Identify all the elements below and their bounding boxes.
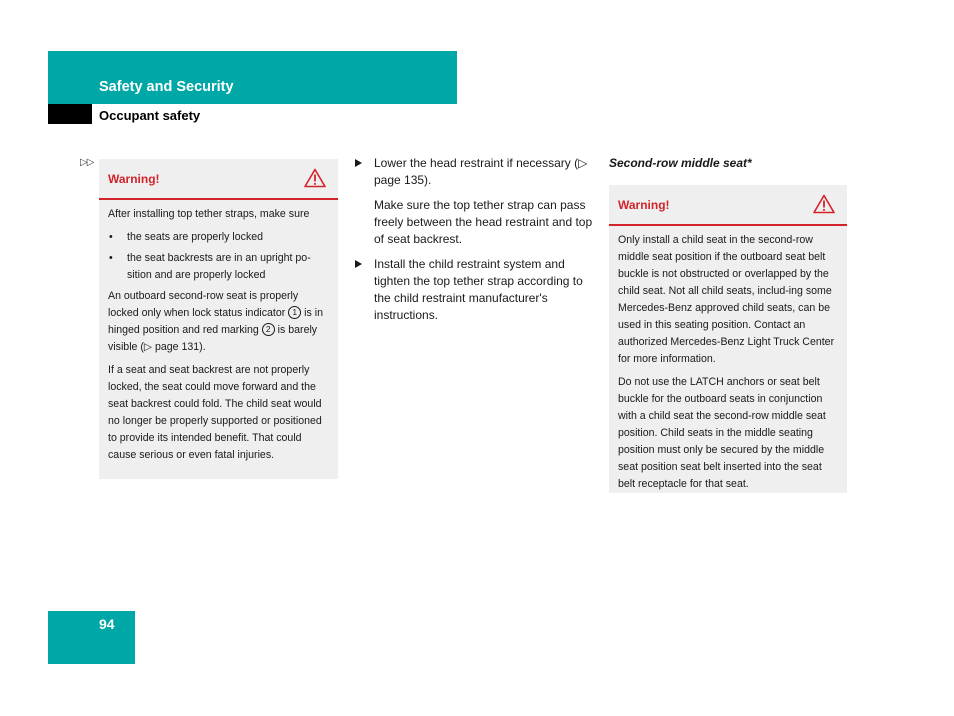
paragraph-text: An outboard second-row seat is properly locked only when lock status indicator (108, 290, 299, 319)
warning-triangle-icon (813, 194, 835, 214)
warning-paragraph: Do not use the LATCH anchors or seat belt buckle for the outboard seats in conjunction with a child seat the second-row middle seat position. Child seats in the middle seating position must only be secured by the middle seat position seat belt inserted into the seat belt receptacle for that seat. (618, 376, 826, 490)
bullet-dot-icon: • (109, 231, 113, 243)
middle-seat-heading: Second-row middle seat* (609, 156, 752, 170)
warning-consequence-paragraph: If a seat and seat backrest are not properly locked, the seat could move forward and the seat backrest could fold. The child seat would no longer be properly supported or positioned to provide its intended benefit. That could cause serious or even fatal injuries. (108, 364, 322, 461)
warning-label: Warning! (108, 172, 160, 186)
page-number-box (48, 611, 135, 664)
list-item (108, 229, 329, 246)
bullet-dot-icon: • (109, 252, 113, 264)
callout-1-icon: 1 (288, 306, 301, 319)
warning-box-tether (99, 159, 338, 479)
warning-body (99, 200, 338, 478)
warning-header (609, 185, 847, 226)
list-item (108, 250, 329, 284)
continued-marker: ▷▷ (80, 157, 94, 168)
warning-body (609, 226, 847, 507)
section-title: Safety and Security (99, 79, 234, 95)
step-text: Lower the head restraint if necessary (▷ page 135). (374, 156, 588, 187)
warning-intro: After installing top tether straps, make sure (108, 208, 310, 220)
instruction-note: Make sure the top tether strap can pass freely between the head restraint and top of seat backrest. (374, 198, 593, 246)
section-tab-marker (48, 104, 92, 124)
paragraph-text: is in hinged position and red marking (108, 307, 323, 336)
callout-2-icon: 2 (262, 323, 275, 336)
instructions-column (355, 155, 595, 332)
instruction-step (355, 155, 595, 189)
arrow-bullet-icon (355, 260, 362, 268)
header-band (48, 51, 457, 104)
warning-lock-paragraph (108, 288, 329, 356)
arrow-bullet-icon (355, 159, 362, 167)
warning-header (99, 159, 338, 200)
instruction-step (355, 256, 595, 324)
warning-checklist (108, 229, 329, 284)
list-item-text: the seat backrests are in an upright po-sition and are properly locked (127, 252, 311, 281)
page-number: 94 (99, 616, 115, 632)
step-text: Install the child restraint system and tighten the top tether strap according to the child restraint manufacturer's instructions. (374, 257, 583, 322)
warning-paragraph: Only install a child seat in the second-row middle seat position if the outboard seat belt buckle is not obstructed or overlapped by the child seat. Not all child seats, includ-ing some Mercedes-Benz approved child seats, can be used in this seating position. Contact an authorized Mercedes-Benz Light Truck Center for more information. (618, 234, 835, 365)
subsection-title: Occupant safety (99, 108, 201, 123)
warning-box-middle-seat (609, 185, 847, 493)
list-item-text: the seats are properly locked (127, 231, 264, 243)
warning-triangle-icon (304, 168, 326, 188)
warning-label: Warning! (618, 198, 670, 212)
paragraph-text: is barely visible (▷ page 131). (108, 324, 318, 353)
